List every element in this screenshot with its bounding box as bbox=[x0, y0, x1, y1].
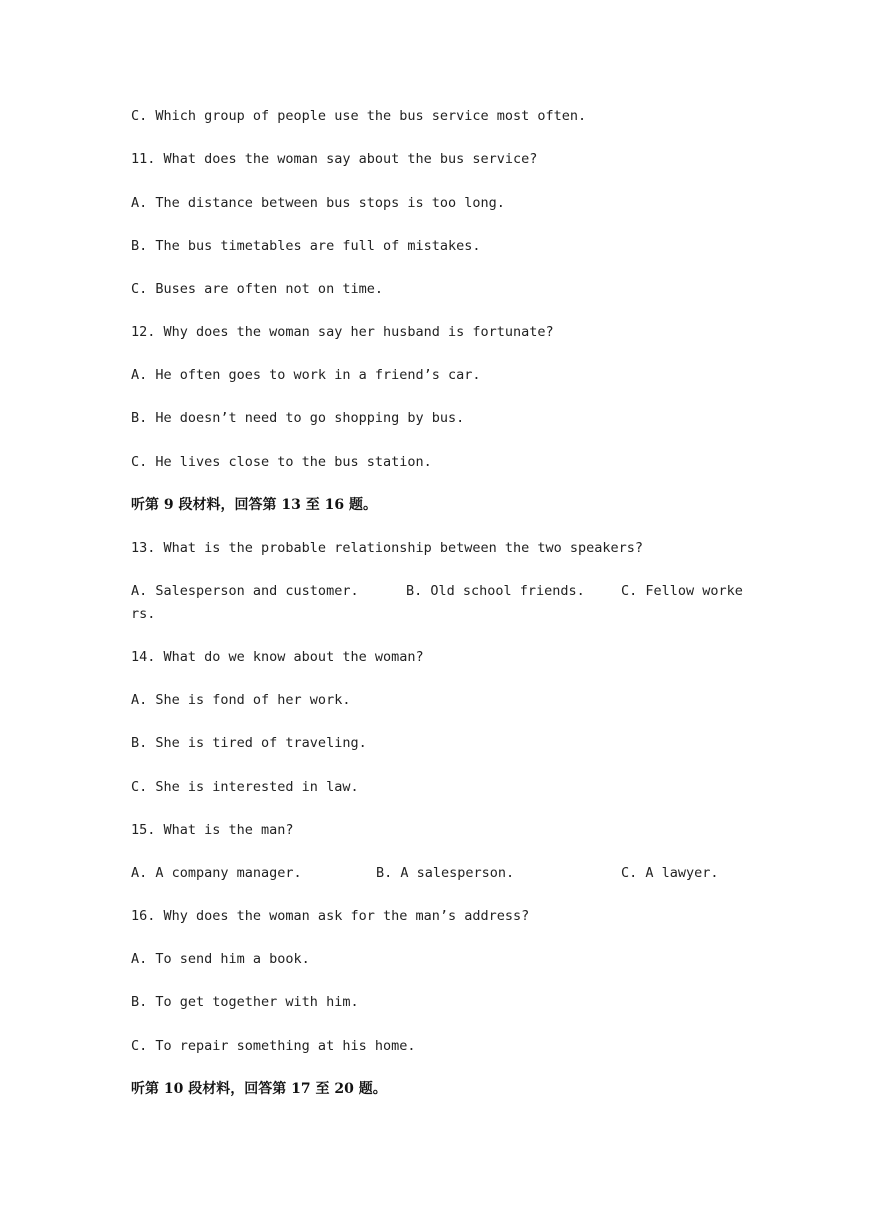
q13-option-a: A. Salesperson and customer. bbox=[131, 583, 359, 599]
q15-option-c: C. A lawyer. bbox=[621, 865, 719, 881]
question-14: 14. What do we know about the woman? bbox=[131, 649, 424, 665]
q11-option-c: C. Buses are often not on time. bbox=[131, 281, 383, 297]
q16-option-a: A. To send him a book. bbox=[131, 951, 310, 967]
q12-option-a: A. He often goes to work in a friend’s car. bbox=[131, 367, 481, 383]
question-11: 11. What does the woman say about the bus service? bbox=[131, 151, 538, 167]
q13-option-b: B. Old school friends. bbox=[406, 583, 585, 599]
q15-option-a: A. A company manager. bbox=[131, 865, 302, 881]
question-16: 16. Why does the woman ask for the man’s address? bbox=[131, 908, 530, 924]
q14-option-a: A. She is fond of her work. bbox=[131, 692, 351, 708]
q15-option-b: B. A salesperson. bbox=[376, 865, 515, 881]
section-heading-9: 听第 9 段材料，回答第 13 至 16 题。 bbox=[131, 497, 377, 513]
q16-option-c: C. To repair something at his home. bbox=[131, 1038, 416, 1054]
q12-option-c: C. He lives close to the bus station. bbox=[131, 454, 432, 470]
question-13: 13. What is the probable relationship between the two speakers? bbox=[131, 540, 644, 556]
q11-option-a: A. The distance between bus stops is too long. bbox=[131, 195, 505, 211]
q13-option-c: C. Fellow worke bbox=[621, 583, 743, 599]
q14-option-c: C. She is interested in law. bbox=[131, 779, 359, 795]
q14-option-b: B. She is tired of traveling. bbox=[131, 735, 367, 751]
q13-option-c-continued: rs. bbox=[131, 606, 156, 622]
section-heading-10: 听第 10 段材料，回答第 17 至 20 题。 bbox=[131, 1081, 387, 1097]
question-15: 15. What is the man? bbox=[131, 822, 294, 838]
q16-option-b: B. To get together with him. bbox=[131, 994, 359, 1010]
q10-option-c: C. Which group of people use the bus service most often. bbox=[131, 108, 587, 124]
q12-option-b: B. He doesn’t need to go shopping by bus. bbox=[131, 410, 465, 426]
question-12: 12. Why does the woman say her husband is fortunate? bbox=[131, 324, 554, 340]
q11-option-b: B. The bus timetables are full of mistakes. bbox=[131, 238, 481, 254]
